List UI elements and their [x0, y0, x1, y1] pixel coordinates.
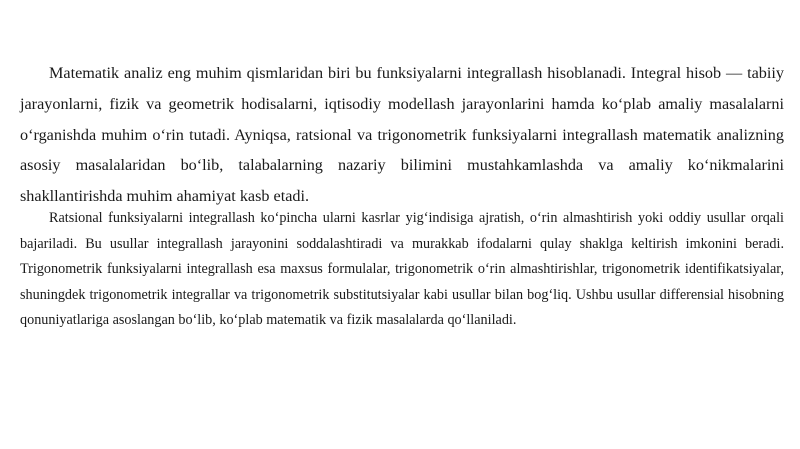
paragraph-intro: Matematik analiz eng muhim qismlaridan biri bu funksiyalarni integrallash hisoblanadi. Integral hisob — tabiiy jarayonlarni, fizik va geometrik hodisalarni, iqtisodiy modellash jarayonlarini hamda koʻplab amaliy masalalarni oʻrganishda muhim oʻrin tutadi. Ayniqsa, ratsional va trigonometrik funksiyalarni integrallash matematik analizning asosiy masalalaridan boʻlib, talabalarning nazariy bilimini mustahkamlashda va amaliy koʻnikmalarini shakllantirishda muhim ahamiyat kasb etadi.: [20, 64, 784, 206]
paragraph-methods: Ratsional funksiyalarni integrallash koʻpincha ularni kasrlar yigʻindisiga ajratish, oʻrin almashtirish yoki oddiy usullar orqali bajariladi. Bu usullar integrallash jarayonini soddalashtiradi va murakkab ifodalarni qulay shaklga keltirish imkonini beradi. Trigonometrik funksiyalarni integrallash esa maxsus formulalar, trigonometrik oʻrin almashtirishlar, trigonometrik identifikatsiyalar, shuningdek trigonometrik integrallar va trigonometrik substitutsiyalar kabi usullar bilan bogʻliq. Ushbu usullar differensial hisobning qonuniyatlariga asoslangan boʻlib, koʻplab matematik va fizik masalalarda qoʻllaniladi.: [20, 210, 784, 329]
